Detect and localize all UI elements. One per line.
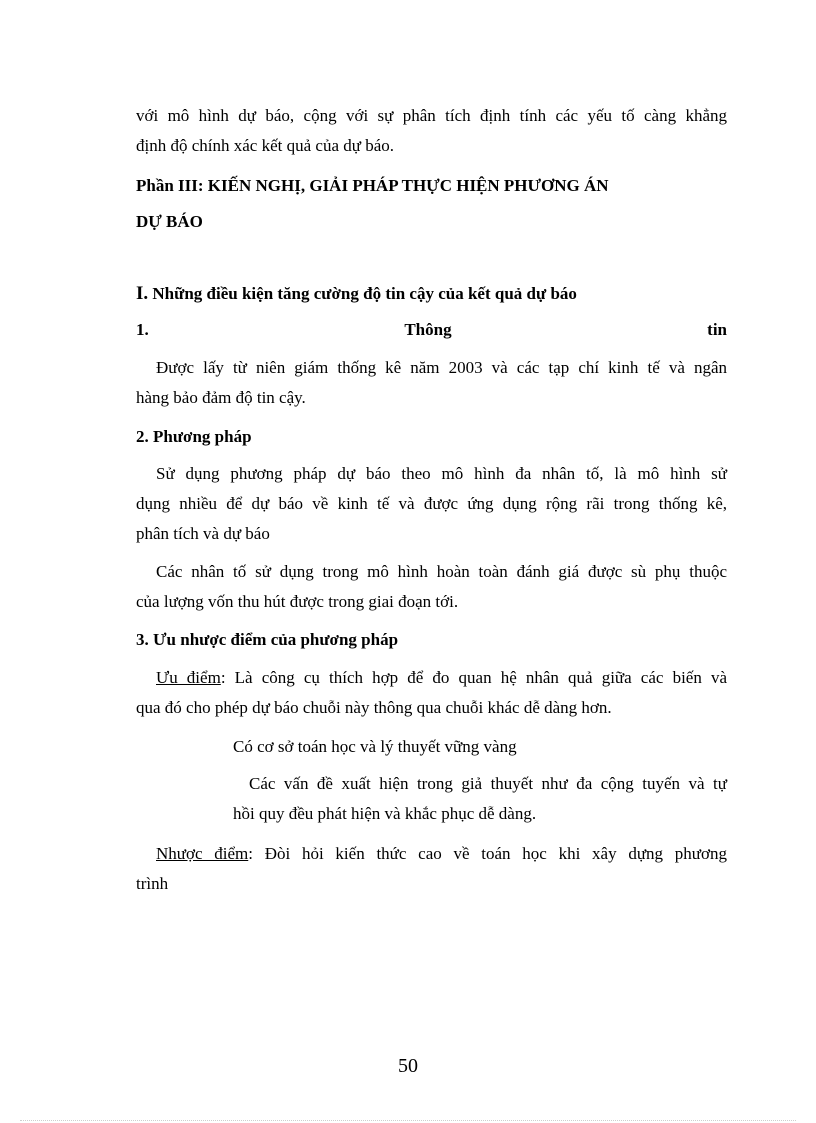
item1-word-1: Thông — [404, 320, 452, 339]
item1-body-line-1: Được lấy từ niên giám thống kê năm 2003 và các tạp chí kinh tế và ngân — [156, 358, 727, 377]
disadvantages-label: Nhược điểm — [156, 844, 249, 863]
section1-heading — [136, 284, 727, 304]
item1-heading — [136, 320, 727, 340]
advantages-text: : Là công cụ thích hợp để đo quan hệ nhân quả giữa các biến và — [220, 668, 727, 687]
item2-body-line-1: Sử dụng phương pháp dự báo theo mô hình đa nhân tố, là mô hình sử — [156, 464, 727, 483]
disadvantages-line-2: trình — [136, 874, 169, 893]
item2-body-line-2: dụng nhiều để dự báo về kinh tế và được ứng dụng rộng rãi trong thống kê, — [136, 494, 727, 513]
item1-word-2: tin — [707, 320, 727, 339]
disadvantages-text: : Đòi hỏi kiến thức cao về toán học khi xây dựng phương — [248, 844, 727, 863]
section1-title: Những điều kiện tăng cường độ tin cậy của kết quả dự báo — [152, 284, 577, 303]
intro-line-2: định độ chính xác kết quả của dự báo. — [136, 136, 394, 155]
advantages-line-1 — [156, 668, 727, 688]
item2-body2-line-2: của lượng vốn thu hút được trong giai đoạn tới. — [136, 592, 459, 611]
item1-number: 1. — [136, 320, 149, 339]
item2-body2-line-1: Các nhân tố sử dụng trong mô hình hoàn toàn đánh giá được sù phụ thuộc — [156, 562, 727, 581]
advantage-point-2-line-1: Các vấn đề xuất hiện trong giả thuyết như đa cộng tuyến và tự — [249, 774, 727, 793]
part3-prefix: Phần III — [136, 176, 198, 195]
item2-heading: 2. Phương pháp — [136, 427, 252, 446]
intro-line-1: với mô hình dự báo, cộng với sự phân tích định tính các yếu tố càng khẳng — [136, 106, 727, 125]
item3-heading: 3. Ưu nhược điểm của phương pháp — [136, 630, 399, 649]
advantage-point-1: Có cơ sở toán học và lý thuyết vững vàng — [233, 737, 517, 756]
advantage-point-2-line-2: hồi quy đều phát hiện và khắc phục dễ dàng. — [233, 804, 537, 823]
page-bottom-divider — [20, 1120, 796, 1121]
advantages-label: Ưu điểm — [156, 668, 221, 687]
advantages-line-2: qua đó cho phép dự báo chuỗi này thông qua chuỗi khác dễ dàng hơn. — [136, 698, 612, 717]
section1-number: I. — [136, 283, 149, 304]
disadvantages-line-1 — [156, 844, 727, 864]
item2-body-line-3: phân tích và dự báo — [136, 524, 270, 543]
part3-title: : KIẾN NGHỊ, GIẢI PHÁP THỰC HIỆN PHƯƠNG ÁN — [197, 176, 609, 195]
page-number: 50 — [398, 1055, 418, 1077]
part3-heading-line-2: DỰ BÁO — [136, 212, 203, 231]
item1-body-line-2: hàng bảo đảm độ tin cậy. — [136, 388, 306, 407]
part3-heading-line-1 — [136, 176, 727, 196]
